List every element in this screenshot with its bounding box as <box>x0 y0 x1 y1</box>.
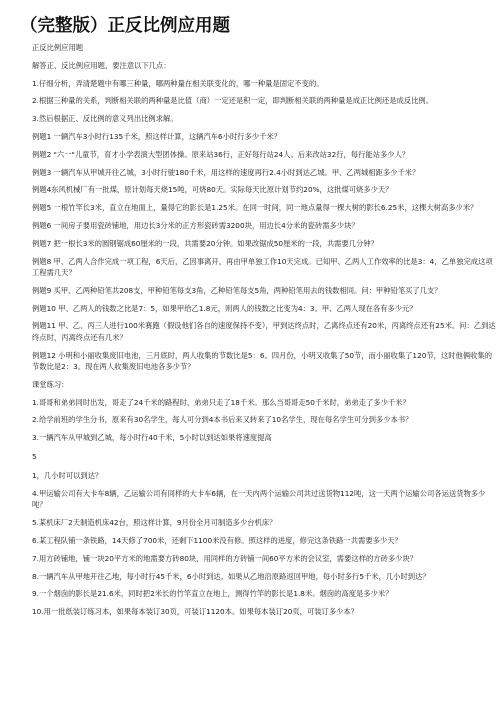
practice-8: 8.一辆汽车从甲地开往乙地，每小时行45千米，6小时到达。如果从乙地沿原路返回甲地，每小时多行5千米，几小时到达？ <box>32 571 430 581</box>
example-6: 例题6 一间房子要用瓷砖铺地，用边长3分米的正方形瓷砖需3200块，用边长4分米的瓷砖需多少块？ <box>32 220 359 230</box>
practice-3-continued: 1，几小时可以到达？ <box>32 471 103 481</box>
example-12: 例题12 小明和小丽收集废旧电池，三月底时，两人收集的节数比是5：6。四月份，小明又收集了50节，而小丽收集了120节，这时他俩收集的节数比是2：3。现在两人收集废旧电池各多少节？ <box>32 350 493 371</box>
tip-1: 1.仔细分析，弄清楚题中有哪三种量，哪两种量在相关联变化的，哪一种量是固定不变的。 <box>32 78 324 88</box>
fraction-denominator: 5 <box>32 452 37 462</box>
practice-heading: 课堂练习： <box>32 379 69 389</box>
practice-4: 4.甲运输公司有大卡车8辆，乙运输公司有同样的大卡车6辆，在一天内两个运输公司共过送货物112吨，这一天两个运输公司各运送货物多少吨？ <box>32 488 486 510</box>
document-subtitle: 正反比例应用题 <box>32 43 84 52</box>
example-9: 例题9 买甲、乙两种铅笔共208支，甲种铅笔每支3角，乙种铅笔每支5角，两种铅笔用去的钱数相同。问：甲种铅笔买了几支？ <box>32 285 442 295</box>
practice-6: 6.某工程队铺一条铁路，14天修了700米，还剩下1100米没有修。照这样的进度，修完这条铁路一共需要多少天？ <box>32 535 402 545</box>
example-8: 例题8 甲、乙两人合作完成一项工程，6天后，乙因事离开，再由甲单独工作10天完成。已知甲、乙两人工作效率的比是3：4，乙单独完成这项工程需几天？ <box>32 256 493 277</box>
example-5: 例题5 一根竹竿长3米，直立在地面上，量得它的影长是1.25米。在同一时间，同一地点量得一棵大树的影长6.25米，这棵大树高多少米？ <box>32 203 478 213</box>
practice-7: 7.用方砖铺地，铺一块20平方米的地需要方砖80块，用同样的方砖铺一间60平方米的会议室，需要这样的方砖多少块？ <box>32 553 418 563</box>
practice-3: 3.一辆汽车从甲城到乙城，每小时行40千米，5小时以到达如果将速度提高 <box>32 433 272 443</box>
tip-3: 3.然后根据正、反比例的意义列出比例求解。 <box>32 114 178 124</box>
example-7: 例题7 把一根长3米的圆钢锯成60厘米的一段，共需要20分钟。如果改锯成50厘米的一段，共需要几分钟？ <box>32 238 378 248</box>
practice-9: 9.一个烟囱的影长是21.6米，同时把2米长的竹竿直立在地上，测得竹竿的影长是1.8米。烟囱的高度是多少米？ <box>32 589 393 599</box>
intro-paragraph: 解答正、反比例应用题，要注意以下几点： <box>32 60 171 70</box>
example-3: 例题3 一辆汽车从甲城开往乙城，3小时行驶180千米，用这样的速度再行2.4小时到达乙城。甲、乙两城相距多少千米？ <box>32 167 420 177</box>
practice-10: 10.用一批纸装订练习本，如果每本装订30页，可装订1120本。如果每本装订20页，可装订多少本？ <box>32 607 359 617</box>
example-2: 例题2 "六一"儿童节，育才小学表演大型团体操。原来站36行，正好每行站24人。后来改站32行，每行能站多少人？ <box>32 149 410 159</box>
example-4: 例题4东风机械厂有一批煤，原计划每天烧15吨，可烧80天。实际每天比原计划节约20%，这批煤可烧多少天？ <box>32 185 393 195</box>
tip-2: 2.根据三种量的关系，判断相关联的两种量是比值（商）一定还是积一定，即判断相关联的两种量是成正比例还是成反比例。 <box>32 96 433 106</box>
example-10: 例题10 甲、乙两人的钱数之比是7：5，如果甲给乙1.8元，则两人的钱数之比变为4：3。甲、乙两人现在各有多少元？ <box>32 303 417 313</box>
practice-1: 1.哥哥和弟弟同时出发，哥走了24千米的路程时，弟弟只走了18千米。那么当哥哥走50千米时，弟弟走了多少千米？ <box>32 397 410 407</box>
practice-5: 5.某机床厂2天制造机床42台，照这样计算，9月份全月可制造多少台机床？ <box>32 518 277 528</box>
practice-2: 2.给学前班的学生分书，原来有30名学生，每人可分到4本书后来又转来了10名学生，现在每名学生可分到多少本书？ <box>32 415 413 425</box>
example-11: 例题11 甲、乙、丙三人进行100米赛跑（假设他们各自的速度保持不变），甲到达终点时，乙离终点还有20米，丙离终点还有25米。问：乙到达终点时，丙离终点还有几米？ <box>32 321 496 342</box>
document-title: （完整版）正反比例应用题 <box>20 16 230 36</box>
example-1: 例题1 一辆汽车3小时行135千米，照这样计算，这辆汽车6小时行多少千米？ <box>32 131 282 141</box>
